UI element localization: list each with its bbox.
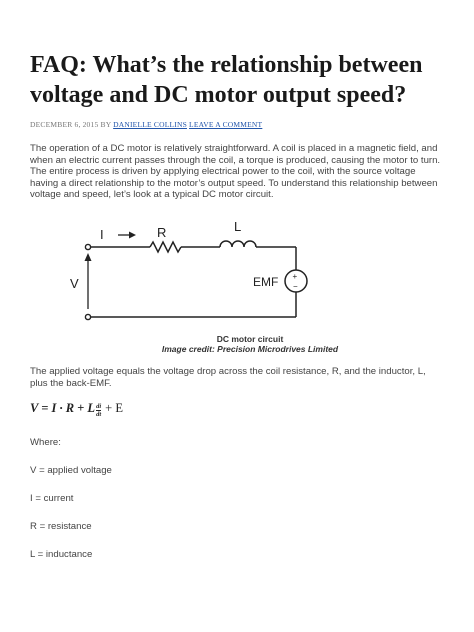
definition-item: R = resistance	[30, 521, 92, 533]
leave-comment-link[interactable]: LEAVE A COMMENT	[189, 120, 263, 129]
figure-caption	[120, 334, 380, 354]
definition-item: V = applied voltage	[30, 465, 112, 477]
emf-plus-sign: +	[292, 271, 298, 281]
inductor-label: L	[234, 218, 242, 234]
definition-item: L = inductance	[30, 549, 93, 561]
circuit-svg	[70, 219, 350, 334]
current-label: I	[100, 226, 104, 242]
emf-minus-sign: −	[293, 281, 298, 291]
intro-paragraph: The operation of a DC motor is relatively straightforward. A coil is placed in a magnetic field, and when an electric current passes through the coil, a torque is produced, causing the motor to turn. The entire process is driven by applying electrical power to the coil, with the source voltage having a direct relationship to the motor’s output speed. To understand this relationship between voltage and speed, let’s look at a typical DC motor circuit.	[30, 143, 441, 201]
definition-item: I = current	[30, 493, 74, 505]
voltage-equation	[30, 401, 450, 422]
where-label: Where:	[30, 437, 61, 449]
post-date: DECEMBER 6, 2015	[30, 120, 99, 129]
dc-motor-circuit-diagram	[70, 219, 350, 334]
resistor-symbol	[150, 242, 181, 252]
article-meta	[30, 120, 450, 129]
fraction-numerator: di	[96, 403, 102, 411]
current-arrowhead	[129, 231, 136, 238]
voltage-label: V	[70, 275, 79, 291]
caption-title: DC motor circuit	[216, 333, 284, 344]
bottom-terminal	[85, 314, 90, 319]
by-label: BY	[100, 120, 112, 129]
derivative-fraction	[96, 403, 101, 418]
equation-lhs: V = I · R + L	[30, 401, 96, 416]
voltage-paragraph: The applied voltage equals the voltage drop across the coil resistance, R, and the inductor, L, plus the back-EMF.	[30, 365, 426, 389]
caption-credit: Image credit: Precision Microdrives Limited	[161, 343, 339, 354]
emf-label: EMF	[253, 274, 279, 289]
resistor-label: R	[157, 224, 167, 240]
fraction-denominator: dt	[96, 411, 102, 419]
inductor-symbol	[220, 241, 256, 247]
voltage-arrowhead	[85, 253, 92, 261]
article	[30, 50, 450, 560]
top-terminal	[85, 244, 90, 249]
article-title: FAQ: What’s the relationship between voltage and DC motor output speed?	[30, 52, 423, 108]
equation-tail: + E	[105, 401, 123, 416]
author-link[interactable]: DANIELLE COLLINS	[113, 120, 187, 129]
